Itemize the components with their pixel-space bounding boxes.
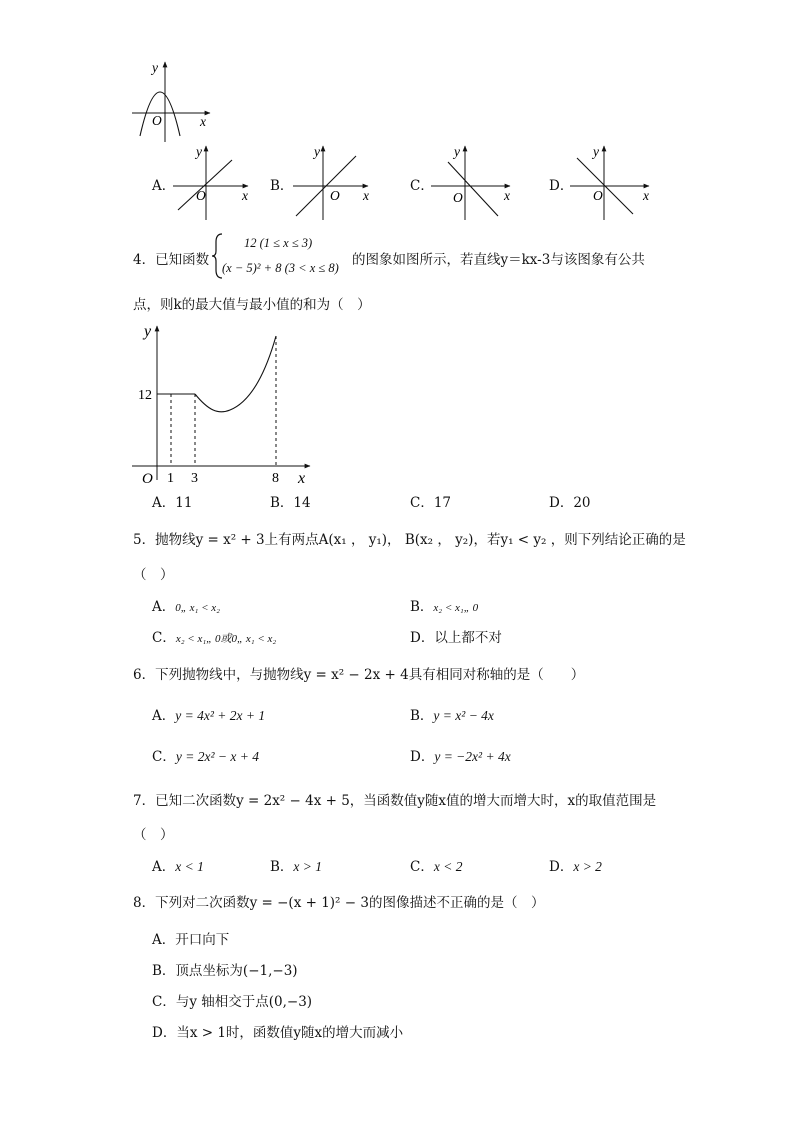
q8-option-b: B．顶点坐标为(−1,−3): [152, 963, 298, 979]
q8-line-1: 8．下列对二次函数y = −(x + 1)² − 3的图像描述不正确的是（ ）: [133, 895, 545, 911]
q7-option-a: A．x < 1: [152, 859, 204, 875]
q6-line-1: 6．下列抛物线中，与抛物线y = x² − 2x + 4具有相同对称轴的是（ ）: [133, 667, 585, 683]
q4-case-1: 12 (1 ≤ x ≤ 3): [244, 236, 313, 250]
q3-option-d-graph: [567, 142, 657, 222]
q5-option-a: A．0„ x₁ < x₂: [152, 599, 220, 615]
q3-graph-origin-label: O: [152, 113, 162, 128]
q3-c-origin-label: O: [453, 190, 463, 205]
q4-prefix: 4．已知函数: [133, 252, 210, 268]
q5-line-1: 5．抛物线y = x² + 3上有两点A(x₁ ， y₁)， B(x₂ ， y₂)，若y₁ < y₂ ，则下列结论正确的是: [133, 532, 686, 548]
q3-option-a-label: A．: [152, 178, 176, 194]
q4-graph-x-tick-8: 8: [272, 471, 279, 486]
q3-option-d-label: D．: [549, 178, 574, 194]
q6-option-a: A．y = 4x² + 2x + 1: [152, 708, 266, 724]
q8-option-d: D．当x > 1时，函数值y随x的增大而减小: [152, 1025, 404, 1041]
q6-option-c: C．y = 2x² − x + 4: [152, 749, 259, 765]
q4-function-graph: [130, 320, 320, 486]
q3-b-x-label: x: [363, 188, 369, 203]
q4-graph-origin-label: O: [142, 471, 153, 486]
q7-line-2: （ ）: [133, 827, 174, 843]
q3-a-x-label: x: [242, 188, 248, 203]
q7-option-b: B．x > 1: [270, 859, 323, 875]
q3-option-a-graph: [170, 142, 255, 222]
q7-line-1: 7．已知二次函数y = 2x² − 4x + 5，当函数值y随x值的增大而增大时，x的取值范围是: [133, 793, 657, 809]
q3-b-y-label: y: [314, 144, 320, 159]
q7-option-c: C．x < 2: [410, 859, 463, 875]
q3-c-y-label: y: [454, 144, 460, 159]
q4-suffix: 的图象如图所示，若直线y＝kx-3与该图象有公共: [352, 252, 645, 268]
q4-graph-x-label: x: [298, 470, 306, 486]
q3-parabola-graph: [128, 58, 218, 144]
q4-option-a: A．11: [152, 495, 193, 511]
q3-option-b-graph: [290, 142, 375, 222]
q5-option-c: C．x₂ < x₁„ 0或0„ x₁ < x₂: [152, 630, 277, 646]
q3-d-x-label: x: [643, 188, 649, 203]
q3-b-origin-label: O: [330, 188, 340, 203]
q4-option-b: B．14: [270, 495, 311, 511]
q7-option-d: D．x > 2: [549, 859, 602, 875]
q3-graph-x-label: x: [200, 114, 206, 129]
q6-option-d: D．y = −2x² + 4x: [410, 749, 511, 765]
q6-option-b: B．y = x² − 4x: [410, 708, 494, 724]
q5-option-d: D．以上都不对: [410, 630, 502, 646]
q8-option-a: A．开口向下: [152, 932, 230, 948]
q4-line-2: 点，则k的最大值与最小值的和为（ ）: [133, 297, 371, 313]
q3-d-origin-label: O: [593, 188, 603, 203]
q8-option-c: C．与y 轴相交于点(0,−3): [152, 994, 313, 1010]
q4-graph-y-tick-12: 12: [138, 388, 152, 403]
q4-graph-y-label: y: [144, 323, 152, 340]
q4-option-d: D．20: [549, 495, 591, 511]
q3-a-origin-label: O: [196, 188, 206, 203]
q5-line-2: （ ）: [133, 567, 174, 583]
q3-option-c-graph: [428, 142, 518, 222]
q3-c-x-label: x: [504, 188, 510, 203]
q3-graph-y-label: y: [152, 60, 158, 75]
q5-option-b: B．x₂ < x₁„ 0: [410, 599, 479, 615]
q4-graph-x-tick-3: 3: [191, 471, 198, 486]
q3-option-b-label: B．: [270, 178, 294, 194]
q3-option-c-label: C．: [410, 178, 434, 194]
q4-option-c: C．17: [410, 495, 452, 511]
q3-d-y-label: y: [593, 144, 599, 159]
q4-graph-x-tick-1: 1: [167, 471, 174, 486]
q4-case-2: (x − 5)² + 8 (3 < x ≤ 8): [222, 261, 339, 275]
q3-a-y-label: y: [196, 144, 202, 159]
